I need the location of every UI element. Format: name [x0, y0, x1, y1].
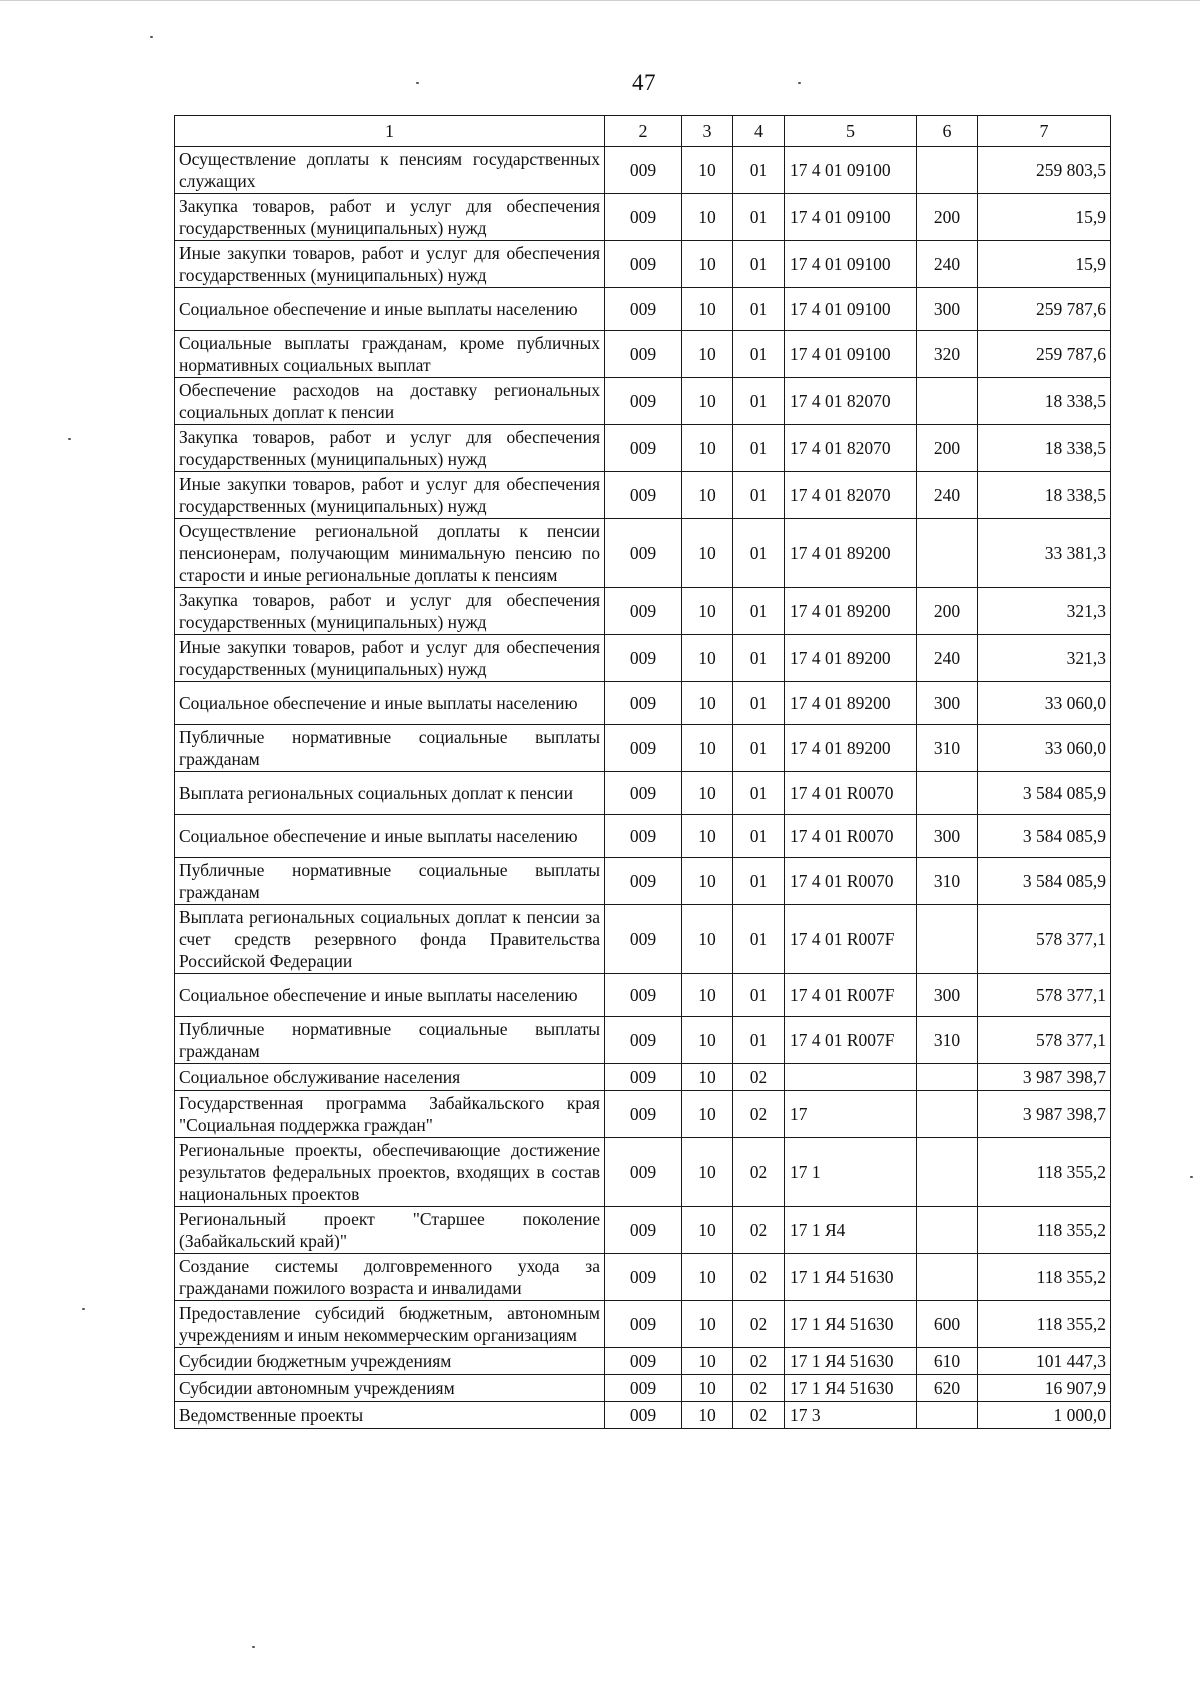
row-pr: 02: [733, 1375, 785, 1402]
row-pr: 01: [733, 288, 785, 331]
row-csr: 17 1 Я4 51630: [785, 1301, 917, 1348]
row-csr: 17 4 01 09100: [785, 288, 917, 331]
row-vr: 620: [917, 1375, 978, 1402]
header-col-3: 3: [682, 116, 733, 147]
row-sum: 118 355,2: [978, 1254, 1111, 1301]
row-sum: 33 060,0: [978, 682, 1111, 725]
table-row: [175, 194, 1111, 241]
row-pr: 02: [733, 1091, 785, 1138]
row-sum: 578 377,1: [978, 974, 1111, 1017]
row-rz: 10: [682, 472, 733, 519]
row-gr: 009: [605, 725, 682, 772]
row-rz: 10: [682, 519, 733, 588]
row-pr: 02: [733, 1348, 785, 1375]
row-pr: 01: [733, 425, 785, 472]
row-rz: 10: [682, 1254, 733, 1301]
row-sum: 118 355,2: [978, 1301, 1111, 1348]
row-csr: [785, 1064, 917, 1091]
row-vr: 600: [917, 1301, 978, 1348]
row-csr: 17 1 Я4 51630: [785, 1254, 917, 1301]
row-rz: 10: [682, 1091, 733, 1138]
row-vr: [917, 905, 978, 974]
row-pr: 01: [733, 194, 785, 241]
row-name: Публичные нормативные социальные выплаты гражданам: [175, 1017, 605, 1064]
row-sum: 578 377,1: [978, 905, 1111, 974]
table-row: [175, 635, 1111, 682]
row-csr: 17 4 01 82070: [785, 425, 917, 472]
row-rz: 10: [682, 1064, 733, 1091]
row-vr: [917, 1207, 978, 1254]
row-sum: 15,9: [978, 241, 1111, 288]
table-row: [175, 1017, 1111, 1064]
row-sum: 101 447,3: [978, 1348, 1111, 1375]
row-vr: [917, 1064, 978, 1091]
page-number: 47: [632, 70, 656, 95]
row-pr: 01: [733, 519, 785, 588]
row-gr: 009: [605, 1375, 682, 1402]
row-gr: 009: [605, 772, 682, 815]
table-row: [175, 815, 1111, 858]
row-gr: 009: [605, 331, 682, 378]
row-rz: 10: [682, 425, 733, 472]
table-row: [175, 974, 1111, 1017]
row-csr: 17 4 01 R007F: [785, 974, 917, 1017]
row-name: Иные закупки товаров, работ и услуг для обеспечения государственных (муниципальных) нужд: [175, 241, 605, 288]
row-gr: 009: [605, 194, 682, 241]
row-pr: 02: [733, 1064, 785, 1091]
row-vr: 300: [917, 682, 978, 725]
row-pr: 01: [733, 772, 785, 815]
row-sum: 118 355,2: [978, 1138, 1111, 1207]
row-vr: 200: [917, 194, 978, 241]
row-vr: 240: [917, 472, 978, 519]
row-csr: 17 1 Я4: [785, 1207, 917, 1254]
row-name: Выплата региональных социальных доплат к пенсии: [175, 772, 605, 815]
table-body: [175, 147, 1111, 1429]
row-rz: 10: [682, 241, 733, 288]
row-csr: 17 4 01 89200: [785, 635, 917, 682]
row-vr: [917, 1138, 978, 1207]
row-csr: 17 4 01 89200: [785, 519, 917, 588]
row-pr: 01: [733, 974, 785, 1017]
row-name: Выплата региональных социальных доплат к пенсии за счет средств резервного фонда Правительства Российской Федерации: [175, 905, 605, 974]
row-sum: 18 338,5: [978, 472, 1111, 519]
row-pr: 01: [733, 725, 785, 772]
row-csr: 17 4 01 R0070: [785, 815, 917, 858]
row-rz: 10: [682, 1402, 733, 1429]
header-col-6: 6: [917, 116, 978, 147]
row-vr: [917, 772, 978, 815]
row-rz: 10: [682, 1348, 733, 1375]
row-rz: 10: [682, 1301, 733, 1348]
row-rz: 10: [682, 331, 733, 378]
table-row: [175, 147, 1111, 194]
row-pr: 02: [733, 1301, 785, 1348]
table-row: [175, 725, 1111, 772]
row-gr: 009: [605, 588, 682, 635]
row-csr: 17 1 Я4 51630: [785, 1375, 917, 1402]
row-csr: 17 3: [785, 1402, 917, 1429]
row-pr: 01: [733, 858, 785, 905]
row-gr: 009: [605, 815, 682, 858]
row-pr: 01: [733, 1017, 785, 1064]
row-gr: 009: [605, 974, 682, 1017]
row-gr: 009: [605, 635, 682, 682]
row-csr: 17 4 01 R0070: [785, 772, 917, 815]
row-sum: 33 381,3: [978, 519, 1111, 588]
row-name: Публичные нормативные социальные выплаты гражданам: [175, 858, 605, 905]
row-pr: 01: [733, 378, 785, 425]
scan-speck: [82, 1308, 85, 1310]
table-row: [175, 1254, 1111, 1301]
row-csr: 17 4 01 R0070: [785, 858, 917, 905]
row-sum: 3 987 398,7: [978, 1091, 1111, 1138]
row-sum: 18 338,5: [978, 378, 1111, 425]
row-gr: 009: [605, 1207, 682, 1254]
row-pr: 01: [733, 905, 785, 974]
row-vr: 300: [917, 974, 978, 1017]
row-pr: 01: [733, 472, 785, 519]
row-rz: 10: [682, 1138, 733, 1207]
row-gr: 009: [605, 472, 682, 519]
row-name: Социальное обеспечение и иные выплаты населению: [175, 974, 605, 1017]
row-gr: 009: [605, 682, 682, 725]
row-gr: 009: [605, 1402, 682, 1429]
row-name: Социальное обеспечение и иные выплаты населению: [175, 288, 605, 331]
row-sum: 259 803,5: [978, 147, 1111, 194]
row-rz: 10: [682, 974, 733, 1017]
row-name: Закупка товаров, работ и услуг для обеспечения государственных (муниципальных) нужд: [175, 425, 605, 472]
row-rz: 10: [682, 772, 733, 815]
row-rz: 10: [682, 1207, 733, 1254]
header-col-5: 5: [785, 116, 917, 147]
scan-speck: [798, 82, 801, 84]
row-pr: 01: [733, 588, 785, 635]
row-vr: 320: [917, 331, 978, 378]
row-name: Предоставление субсидий бюджетным, автономным учреждениям и иным некоммерческим организациям: [175, 1301, 605, 1348]
row-gr: 009: [605, 1091, 682, 1138]
table-row: [175, 1064, 1111, 1091]
table-row: [175, 772, 1111, 815]
table-row: [175, 682, 1111, 725]
row-rz: 10: [682, 588, 733, 635]
row-sum: 1 000,0: [978, 1402, 1111, 1429]
row-rz: 10: [682, 288, 733, 331]
row-gr: 009: [605, 147, 682, 194]
row-name: Иные закупки товаров, работ и услуг для обеспечения государственных (муниципальных) нужд: [175, 472, 605, 519]
row-gr: 009: [605, 1348, 682, 1375]
row-name: Иные закупки товаров, работ и услуг для обеспечения государственных (муниципальных) нужд: [175, 635, 605, 682]
table-row: [175, 331, 1111, 378]
row-vr: 300: [917, 288, 978, 331]
row-name: Создание системы долговременного ухода за гражданами пожилого возраста и инвалидами: [175, 1254, 605, 1301]
row-name: Публичные нормативные социальные выплаты гражданам: [175, 725, 605, 772]
row-gr: 009: [605, 1064, 682, 1091]
row-sum: 578 377,1: [978, 1017, 1111, 1064]
row-sum: 3 584 085,9: [978, 772, 1111, 815]
row-pr: 02: [733, 1402, 785, 1429]
row-pr: 01: [733, 682, 785, 725]
row-vr: [917, 147, 978, 194]
table-row: [175, 241, 1111, 288]
row-rz: 10: [682, 905, 733, 974]
row-vr: 310: [917, 725, 978, 772]
row-rz: 10: [682, 147, 733, 194]
row-csr: 17 4 01 09100: [785, 241, 917, 288]
row-vr: [917, 378, 978, 425]
row-name: Ведомственные проекты: [175, 1402, 605, 1429]
budget-table: [174, 115, 1111, 1429]
row-name: Социальное обеспечение и иные выплаты населению: [175, 815, 605, 858]
row-csr: 17 4 01 82070: [785, 472, 917, 519]
row-rz: 10: [682, 635, 733, 682]
row-rz: 10: [682, 858, 733, 905]
row-name: Социальные выплаты гражданам, кроме публичных нормативных социальных выплат: [175, 331, 605, 378]
header-row: [175, 116, 1111, 147]
row-gr: 009: [605, 1301, 682, 1348]
row-pr: 01: [733, 147, 785, 194]
row-vr: 310: [917, 1017, 978, 1064]
row-rz: 10: [682, 378, 733, 425]
row-name: Социальное обеспечение и иные выплаты населению: [175, 682, 605, 725]
row-gr: 009: [605, 378, 682, 425]
row-gr: 009: [605, 1017, 682, 1064]
row-sum: 33 060,0: [978, 725, 1111, 772]
row-sum: 259 787,6: [978, 331, 1111, 378]
row-gr: 009: [605, 905, 682, 974]
table-row: [175, 519, 1111, 588]
row-vr: 200: [917, 588, 978, 635]
row-sum: 259 787,6: [978, 288, 1111, 331]
row-sum: 3 584 085,9: [978, 858, 1111, 905]
row-csr: 17: [785, 1091, 917, 1138]
row-rz: 10: [682, 1375, 733, 1402]
row-pr: 01: [733, 815, 785, 858]
row-gr: 009: [605, 425, 682, 472]
row-vr: 200: [917, 425, 978, 472]
row-gr: 009: [605, 1138, 682, 1207]
row-csr: 17 4 01 89200: [785, 725, 917, 772]
row-name: Государственная программа Забайкальского края "Социальная поддержка граждан": [175, 1091, 605, 1138]
row-csr: 17 4 01 89200: [785, 588, 917, 635]
row-csr: 17 4 01 R007F: [785, 1017, 917, 1064]
header-col-4: 4: [733, 116, 785, 147]
scan-speck: [252, 1646, 255, 1648]
row-rz: 10: [682, 1017, 733, 1064]
row-name: Субсидии бюджетным учреждениям: [175, 1348, 605, 1375]
row-pr: 01: [733, 331, 785, 378]
row-csr: 17 1: [785, 1138, 917, 1207]
row-rz: 10: [682, 682, 733, 725]
row-gr: 009: [605, 241, 682, 288]
row-pr: 02: [733, 1254, 785, 1301]
table-row: [175, 858, 1111, 905]
row-vr: 240: [917, 241, 978, 288]
row-csr: 17 4 01 R007F: [785, 905, 917, 974]
scan-speck: [416, 82, 419, 84]
row-pr: 01: [733, 241, 785, 288]
row-pr: 01: [733, 635, 785, 682]
row-csr: 17 4 01 09100: [785, 331, 917, 378]
table-row: [175, 1402, 1111, 1429]
row-name: Закупка товаров, работ и услуг для обеспечения государственных (муниципальных) нужд: [175, 194, 605, 241]
table-row: [175, 425, 1111, 472]
row-sum: 321,3: [978, 588, 1111, 635]
row-name: Субсидии автономным учреждениям: [175, 1375, 605, 1402]
row-vr: 240: [917, 635, 978, 682]
row-sum: 16 907,9: [978, 1375, 1111, 1402]
row-name: Закупка товаров, работ и услуг для обеспечения государственных (муниципальных) нужд: [175, 588, 605, 635]
row-vr: 300: [917, 815, 978, 858]
table-row: [175, 1091, 1111, 1138]
row-vr: [917, 519, 978, 588]
row-gr: 009: [605, 858, 682, 905]
table-row: [175, 1375, 1111, 1402]
row-vr: [917, 1091, 978, 1138]
row-vr: 310: [917, 858, 978, 905]
table-row: [175, 905, 1111, 974]
row-gr: 009: [605, 519, 682, 588]
header-col-2: 2: [605, 116, 682, 147]
table-row: [175, 472, 1111, 519]
scan-speck: [1190, 1176, 1193, 1178]
row-gr: 009: [605, 288, 682, 331]
table-row: [175, 288, 1111, 331]
row-csr: 17 4 01 89200: [785, 682, 917, 725]
row-name: Осуществление региональной доплаты к пенсии пенсионерам, получающим минимальную пенсию по старости и иные региональные доплаты к пенсиям: [175, 519, 605, 588]
row-name: Региональный проект "Старшее поколение (Забайкальский край)": [175, 1207, 605, 1254]
table-row: [175, 1138, 1111, 1207]
row-pr: 02: [733, 1138, 785, 1207]
row-sum: 3 987 398,7: [978, 1064, 1111, 1091]
table-row: [175, 1348, 1111, 1375]
row-sum: 118 355,2: [978, 1207, 1111, 1254]
row-name: Осуществление доплаты к пенсиям государственных служащих: [175, 147, 605, 194]
scan-speck: [68, 438, 71, 440]
table-header: [175, 116, 1111, 147]
table-row: [175, 1207, 1111, 1254]
row-rz: 10: [682, 815, 733, 858]
table-row: [175, 378, 1111, 425]
row-sum: 15,9: [978, 194, 1111, 241]
row-sum: 321,3: [978, 635, 1111, 682]
row-rz: 10: [682, 194, 733, 241]
row-vr: 610: [917, 1348, 978, 1375]
row-name: Региональные проекты, обеспечивающие достижение результатов федеральных проектов, входящих в состав национальных проектов: [175, 1138, 605, 1207]
row-gr: 009: [605, 1254, 682, 1301]
table-row: [175, 1301, 1111, 1348]
page-top-edge: [0, 0, 1200, 1]
row-csr: 17 4 01 09100: [785, 147, 917, 194]
row-vr: [917, 1402, 978, 1429]
header-col-7: 7: [978, 116, 1111, 147]
row-pr: 02: [733, 1207, 785, 1254]
row-name: Социальное обслуживание населения: [175, 1064, 605, 1091]
table-row: [175, 588, 1111, 635]
row-vr: [917, 1254, 978, 1301]
scan-speck: [150, 36, 153, 38]
row-csr: 17 4 01 09100: [785, 194, 917, 241]
row-rz: 10: [682, 725, 733, 772]
row-csr: 17 4 01 82070: [785, 378, 917, 425]
row-name: Обеспечение расходов на доставку региональных социальных доплат к пенсии: [175, 378, 605, 425]
row-csr: 17 1 Я4 51630: [785, 1348, 917, 1375]
row-sum: 3 584 085,9: [978, 815, 1111, 858]
header-col-1: 1: [175, 116, 605, 147]
row-sum: 18 338,5: [978, 425, 1111, 472]
